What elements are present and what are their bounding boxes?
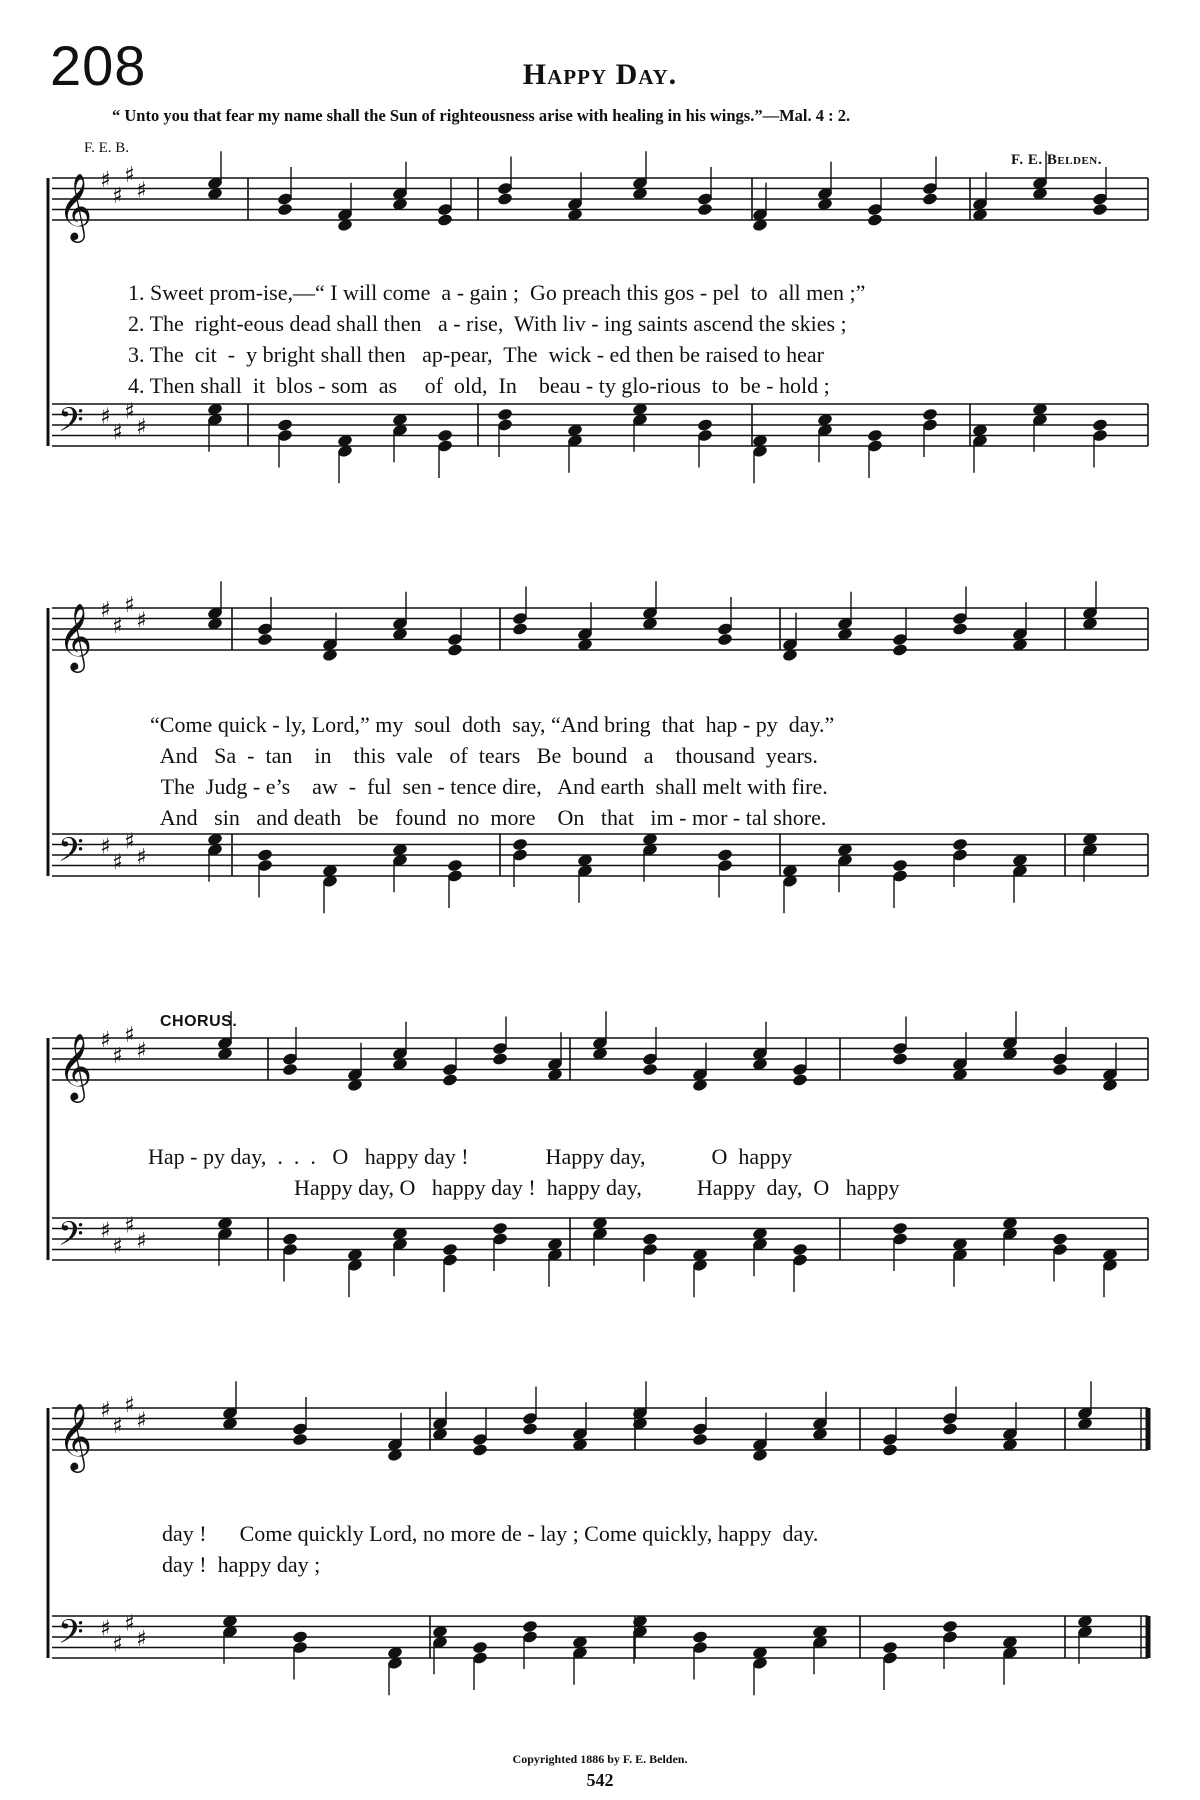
- notehead: [892, 1221, 909, 1235]
- notehead: [867, 428, 884, 442]
- copyright-notice: Copyrighted 1886 by F. E. Belden.: [512, 1752, 688, 1766]
- notehead: [492, 1052, 509, 1066]
- notehead: [642, 1232, 659, 1246]
- sharp-icon: ♯: [112, 1043, 123, 1069]
- notehead: [1052, 1232, 1069, 1246]
- sharp-icon: ♯: [112, 613, 123, 639]
- verse-3-line-2: The Judg - e’s aw - ful sen - tence dire, And earth shall melt with fire.: [150, 774, 828, 799]
- notehead: [257, 848, 274, 862]
- notehead: [867, 213, 884, 227]
- words-credit: F. E. B.: [84, 140, 130, 156]
- notehead: [442, 1242, 459, 1256]
- treble-clef-icon: 𝄞: [58, 1402, 93, 1470]
- music-credit: F. E. Belden.: [1011, 152, 1102, 168]
- notehead: [697, 418, 714, 432]
- verse-2-line-2: And Sa - tan in this vale of tears Be bound a thousand years.: [150, 743, 818, 768]
- ending-line-2: day ! happy day ;: [162, 1552, 321, 1577]
- sharp-icon: ♯: [124, 592, 135, 618]
- sharp-icon: ♯: [136, 1627, 147, 1652]
- page-number: 542: [586, 1770, 614, 1790]
- notehead: [472, 1443, 489, 1457]
- sharp-icon: ♯: [100, 598, 111, 623]
- sharp-icon: ♯: [136, 1038, 147, 1064]
- sharp-icon: ♯: [112, 183, 123, 209]
- notehead: [692, 1432, 709, 1446]
- sharp-icon: ♯: [100, 168, 111, 193]
- sharp-icon: ♯: [136, 415, 147, 440]
- verse-4-line-1: 4. Then shall it blos - som as of old, In beau - ty glo-rious to be - hold ;: [128, 373, 830, 398]
- notehead: [892, 858, 909, 872]
- sharp-icon: ♯: [124, 1022, 135, 1048]
- notehead: [952, 622, 969, 636]
- notehead: [277, 202, 294, 216]
- sharp-icon: ♯: [136, 608, 147, 634]
- notehead: [892, 643, 909, 657]
- sharp-icon: ♯: [124, 1213, 135, 1239]
- notehead: [277, 418, 294, 432]
- notehead: [792, 1242, 809, 1256]
- sharp-icon: ♯: [100, 1218, 111, 1244]
- treble-clef-icon: 𝄞: [58, 1032, 93, 1100]
- chorus-line-2: Happy day, O happy day ! happy day, Happy day, O happy: [294, 1175, 900, 1200]
- chorus-label: CHORUS.: [160, 1013, 238, 1030]
- sharp-icon: ♯: [136, 178, 147, 204]
- sharp-icon: ♯: [124, 162, 135, 188]
- verse-3-line-1: 3. The cit - y bright shall then ap-pear, The wick - ed then be raised to hear: [128, 342, 824, 367]
- sharp-icon: ♯: [124, 829, 135, 855]
- notehead: [447, 643, 464, 657]
- verse-1-line-1: 1. Sweet prom-ise,—“ I will come a - gain ; Go preach this gos - pel to all men ;”: [128, 280, 866, 305]
- sharp-icon: ♯: [100, 1398, 111, 1423]
- sharp-icon: ♯: [112, 1413, 123, 1439]
- notehead: [282, 1062, 299, 1076]
- bass-clef-icon: 𝄢: [58, 831, 84, 878]
- ending-line-1: day ! Come quickly Lord, no more de - lay ; Come quickly, happy day.: [162, 1521, 819, 1546]
- scripture-epigraph: “ Unto you that fear my name shall the Sun of righteousness arise with healing in his wings.”—Mal. 4 : 2.: [112, 106, 851, 125]
- notehead: [717, 632, 734, 646]
- notehead: [792, 1073, 809, 1087]
- sharp-icon: ♯: [100, 404, 111, 430]
- chorus-line-1: Hap - py day, . . . O happy day ! Happy day, O happy: [148, 1144, 793, 1169]
- notehead: [282, 1232, 299, 1246]
- notehead: [447, 858, 464, 872]
- notehead: [717, 848, 734, 862]
- sharp-icon: ♯: [124, 399, 135, 425]
- notehead: [642, 1062, 659, 1076]
- treble-clef-icon: 𝄞: [58, 602, 93, 670]
- notehead: [942, 1422, 959, 1436]
- verse-4-line-2: And sin and death be found no more On that im - mor - tal shore.: [150, 805, 827, 830]
- sharp-icon: ♯: [112, 1234, 123, 1260]
- notehead: [1092, 202, 1109, 216]
- bass-clef-icon: 𝄢: [58, 401, 84, 448]
- notehead: [942, 1619, 959, 1633]
- notehead: [497, 192, 514, 206]
- treble-clef-icon: 𝄞: [58, 172, 93, 240]
- verse-2-line-1: 2. The right-eous dead shall then a - rise, With liv - ing saints ascend the skies ;: [128, 311, 847, 336]
- staff-system-2: [0, 592, 1200, 940]
- notehead: [922, 407, 939, 421]
- verse-1-line-2: “Come quick - ly, Lord,” my soul doth say, “And bring that hap - py day.”: [150, 712, 835, 737]
- notehead: [952, 837, 969, 851]
- notehead: [292, 1432, 309, 1446]
- notehead: [292, 1630, 309, 1644]
- notehead: [882, 1640, 899, 1654]
- sharp-icon: ♯: [124, 1392, 135, 1418]
- sharp-icon: ♯: [112, 850, 123, 876]
- notehead: [892, 1052, 909, 1066]
- sharp-icon: ♯: [112, 1632, 123, 1658]
- bass-clef-icon: 𝄢: [58, 1613, 84, 1660]
- notehead: [1092, 418, 1109, 432]
- notehead: [522, 1422, 539, 1436]
- notehead: [512, 837, 529, 851]
- bass-clef-icon: 𝄢: [58, 1215, 84, 1262]
- sharp-icon: ♯: [100, 1616, 111, 1642]
- staff-system-1: [0, 162, 1200, 510]
- notehead: [437, 213, 454, 227]
- sharp-icon: ♯: [136, 845, 147, 870]
- sharp-icon: ♯: [136, 1229, 147, 1254]
- notehead: [882, 1443, 899, 1457]
- sharp-icon: ♯: [124, 1611, 135, 1637]
- notehead: [512, 622, 529, 636]
- notehead: [497, 407, 514, 421]
- sharp-icon: ♯: [136, 1408, 147, 1434]
- sharp-icon: ♯: [112, 420, 123, 446]
- notehead: [692, 1630, 709, 1644]
- hymn-number: 208: [50, 34, 147, 97]
- notehead: [922, 192, 939, 206]
- notehead: [442, 1073, 459, 1087]
- notehead: [257, 632, 274, 646]
- sharp-icon: ♯: [100, 1028, 111, 1053]
- notehead: [1052, 1062, 1069, 1076]
- notehead: [697, 202, 714, 216]
- notehead: [522, 1619, 539, 1633]
- notehead: [472, 1640, 489, 1654]
- notehead: [492, 1221, 509, 1235]
- notehead: [437, 428, 454, 442]
- hymn-title: Happy Day.: [522, 58, 678, 91]
- sharp-icon: ♯: [100, 834, 111, 860]
